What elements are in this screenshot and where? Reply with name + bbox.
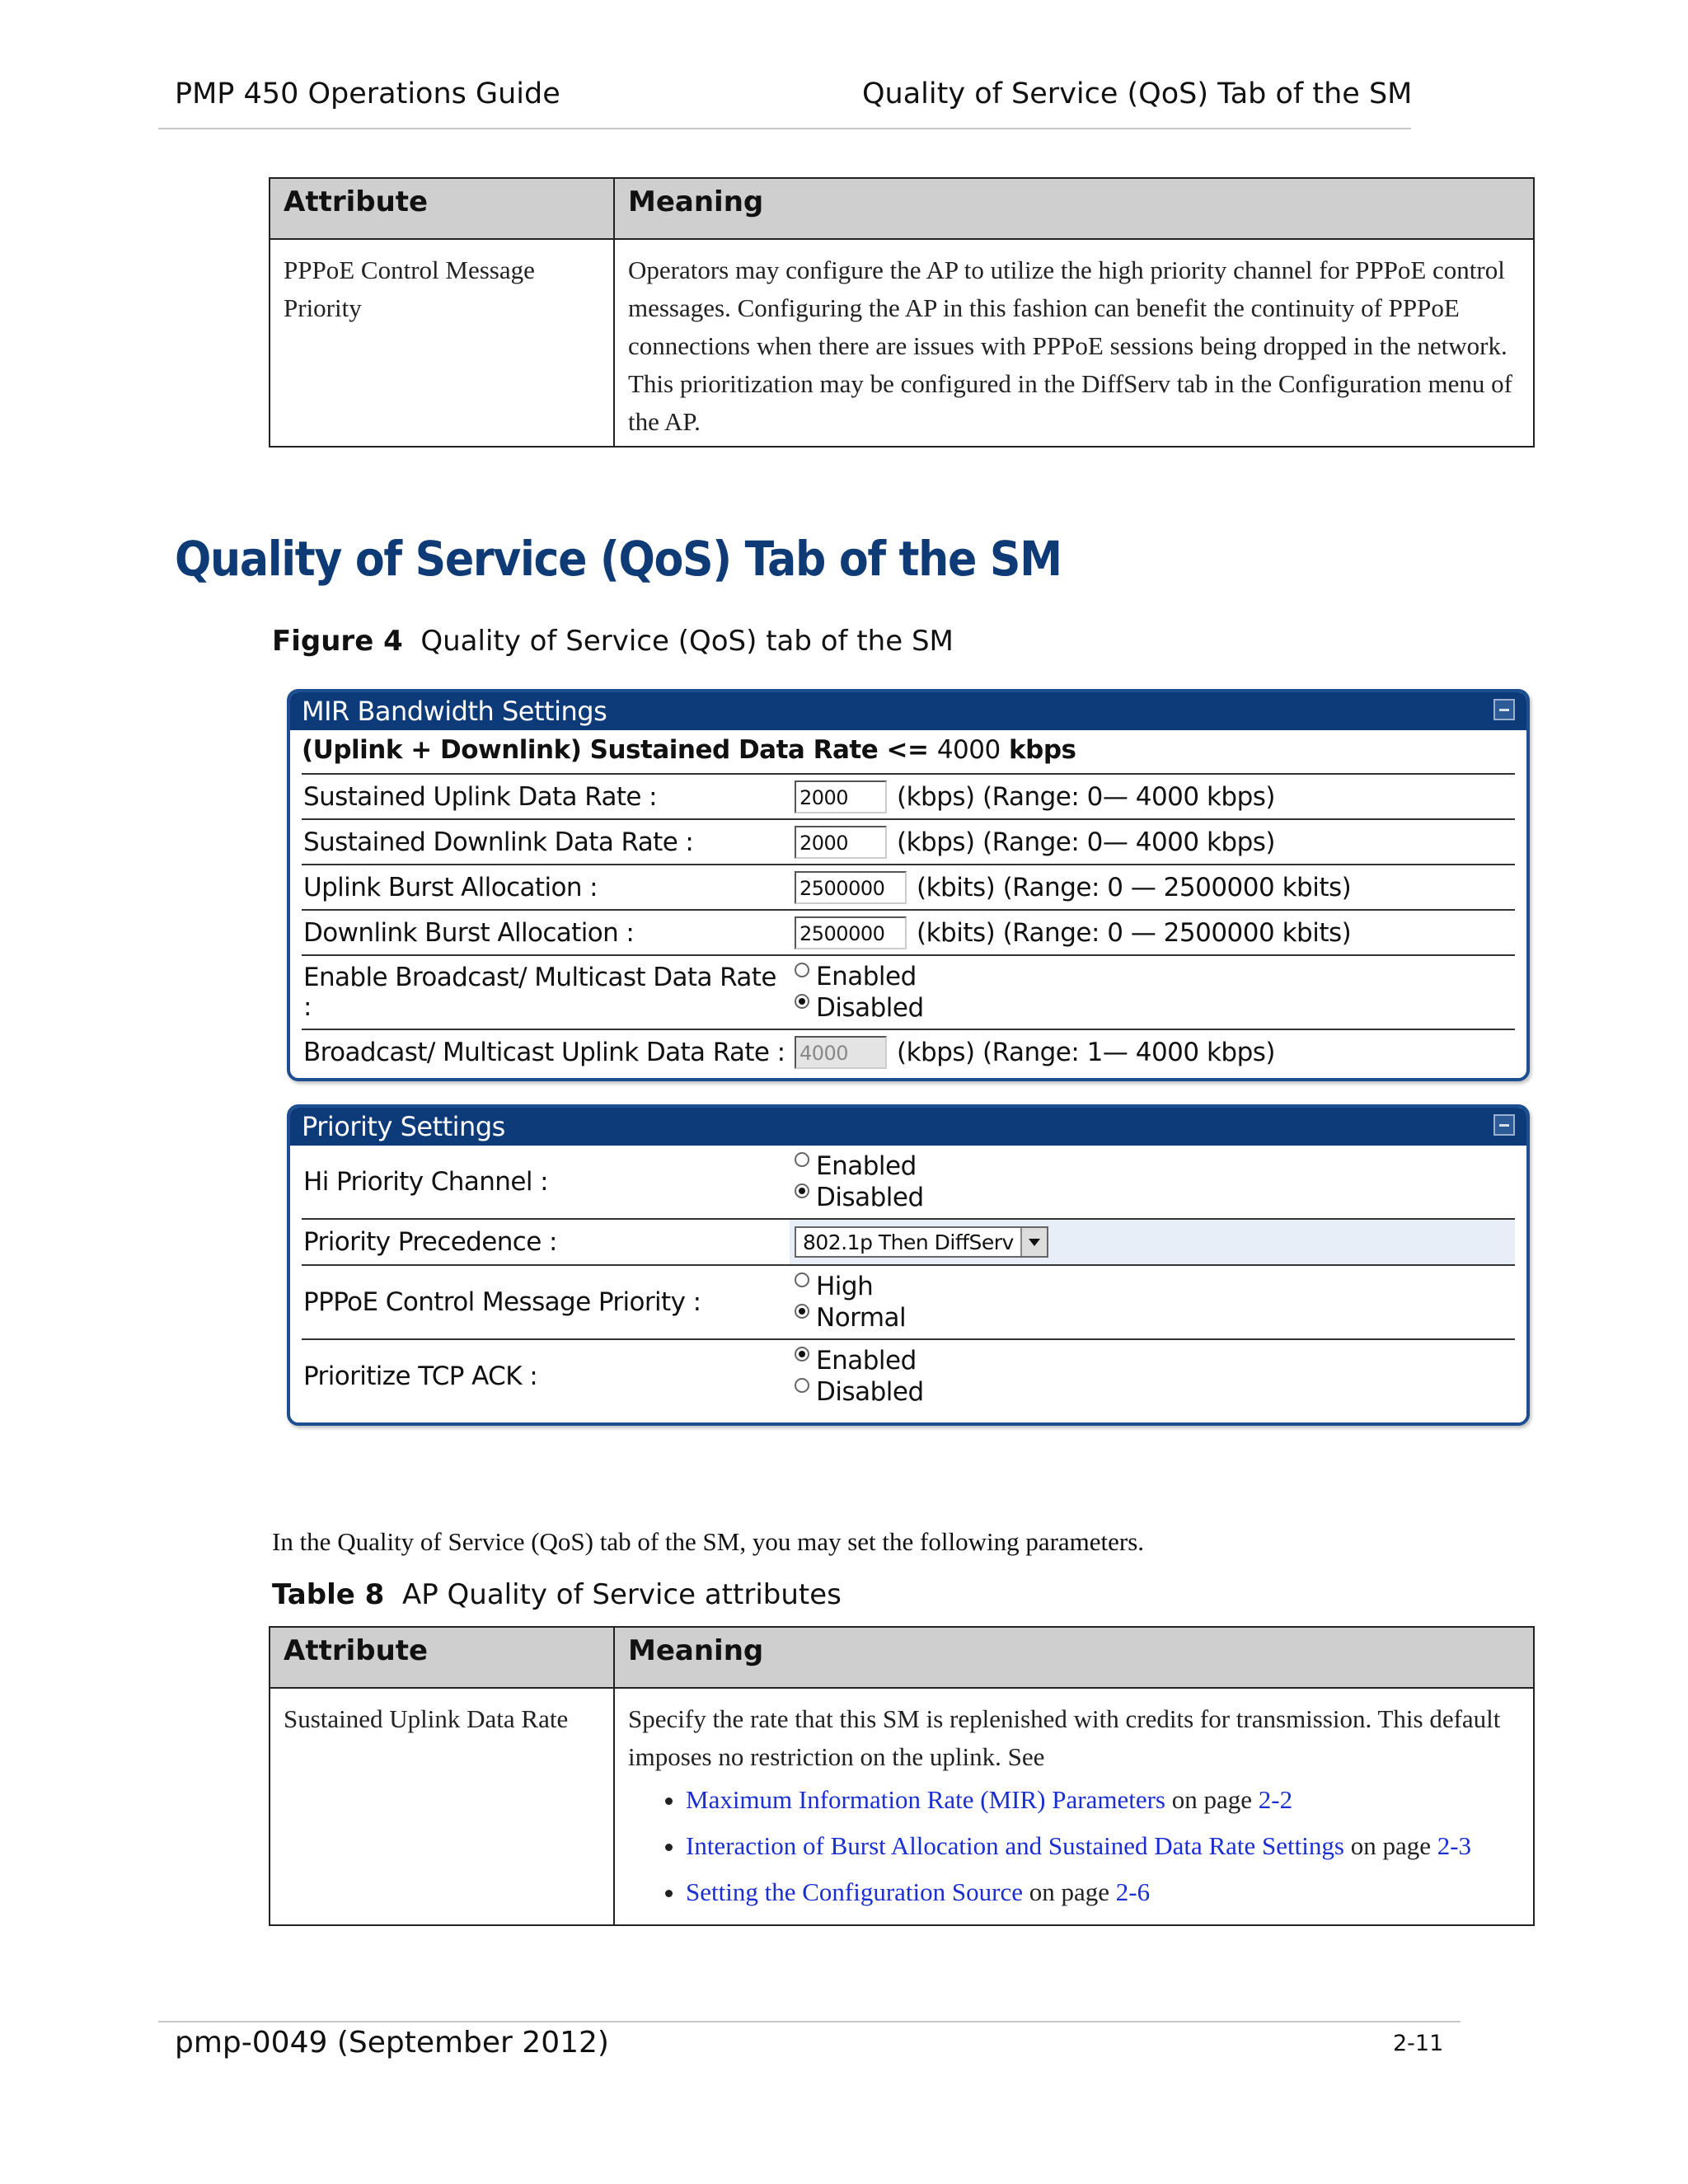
row-tcp-ack [302, 1340, 1515, 1413]
row-broadcast-rate [302, 1030, 1515, 1075]
broadcast-rate-input: 4000 [795, 1036, 887, 1069]
meaning-text: Specify the rate that this SM is replenished with credits for transmission. This default imposes no restriction on the uplink. See [628, 1704, 1501, 1771]
link-suffix: on page [1350, 1831, 1431, 1860]
list-item [686, 1827, 1520, 1865]
broadcast-enable-radio-group [795, 961, 924, 1024]
hint-broadcast-rate: (kbps) (Range: 1— 4000 kbps) [897, 1038, 1276, 1067]
hi-priority-radio-group [795, 1151, 924, 1213]
uplink-burst-input[interactable]: 2500000 [795, 871, 907, 904]
collapse-icon[interactable] [1493, 1114, 1515, 1136]
chevron-down-icon[interactable] [1020, 1228, 1047, 1256]
summary-prefix: (Uplink + Downlink) Sustained Data Rate <= [302, 735, 929, 765]
downlink-burst-input[interactable]: 2500000 [795, 916, 907, 949]
label-sustained-downlink: Sustained Downlink Data Rate : [303, 827, 694, 857]
option-label: Disabled [816, 1377, 924, 1407]
footer-doc-id: pmp-0049 (September 2012) [175, 2026, 609, 2060]
option-label: Disabled [816, 1183, 924, 1212]
label-sustained-uplink: Sustained Uplink Data Rate : [303, 781, 657, 812]
option-label: Enabled [816, 1151, 917, 1181]
meaning-cell [614, 1688, 1534, 1925]
figure-text: Quality of Service (QoS) tab of the SM [420, 625, 954, 658]
sustained-rate-summary [290, 730, 1526, 773]
label-priority-precedence: Priority Precedence : [303, 1227, 557, 1257]
tcp-ack-radio-group [795, 1345, 924, 1408]
broadcast-enabled-radio[interactable] [795, 963, 809, 977]
pppoe-priority-radio-group [795, 1271, 906, 1333]
option-label: Enabled [816, 962, 917, 991]
list-item [686, 1873, 1520, 1911]
column-header-attribute: Attribute [270, 1627, 614, 1688]
page-link[interactable]: 2-3 [1437, 1831, 1472, 1860]
link-mir-parameters[interactable]: Maximum Information Rate (MIR) Parameters [686, 1785, 1165, 1814]
page-link[interactable]: 2-2 [1258, 1785, 1293, 1814]
pppoe-normal-radio[interactable] [795, 1304, 809, 1319]
priority-settings-panel [287, 1104, 1530, 1426]
column-header-meaning: Meaning [614, 178, 1534, 239]
table-caption [272, 1578, 842, 1611]
link-burst-allocation[interactable]: Interaction of Burst Allocation and Sustained Data Rate Settings [686, 1831, 1344, 1860]
hi-priority-disabled-radio[interactable] [795, 1183, 809, 1198]
table-row [270, 239, 1534, 447]
row-hi-priority [302, 1146, 1515, 1220]
page-link[interactable]: 2-6 [1115, 1877, 1151, 1906]
mir-bandwidth-panel [287, 689, 1530, 1081]
link-suffix: on page [1171, 1785, 1252, 1814]
row-pppoe-priority [302, 1266, 1515, 1340]
priority-precedence-select[interactable] [795, 1226, 1048, 1258]
label-uplink-burst: Uplink Burst Allocation : [303, 872, 598, 902]
figure-caption [272, 625, 954, 658]
running-header-left: PMP 450 Operations Guide [175, 77, 560, 110]
link-configuration-source[interactable]: Setting the Configuration Source [686, 1877, 1023, 1906]
label-hi-priority: Hi Priority Channel : [303, 1167, 548, 1197]
hint-sustained-downlink: (kbps) (Range: 0— 4000 kbps) [897, 827, 1276, 857]
attribute-cell: PPPoE Control Message Priority [270, 239, 614, 447]
priority-panel-title: Priority Settings [302, 1111, 505, 1142]
label-pppoe-priority: PPPoE Control Message Priority : [303, 1287, 701, 1317]
attribute-table-top [269, 177, 1535, 448]
header-rule [158, 128, 1411, 129]
running-header-right: Quality of Service (QoS) Tab of the SM [862, 77, 1413, 110]
figure-label: Figure 4 [272, 625, 403, 658]
intro-paragraph: In the Quality of Service (QoS) tab of the SM, you may set the following parameters. [272, 1527, 1145, 1556]
table-label: Table 8 [272, 1578, 385, 1611]
select-value: 802.1p Then DiffServ [803, 1230, 1014, 1254]
collapse-icon[interactable] [1493, 699, 1515, 720]
reference-list [628, 1781, 1520, 1911]
hint-uplink-burst: (kbits) (Range: 0 — 2500000 kbits) [917, 872, 1352, 902]
summary-value: 4000 [936, 735, 1001, 765]
table-caption-text: AP Quality of Service attributes [401, 1578, 842, 1611]
row-sustained-downlink [302, 820, 1515, 865]
label-broadcast-rate: Broadcast/ Multicast Uplink Data Rate : [303, 1038, 785, 1067]
page-number: 2-11 [1393, 2031, 1444, 2056]
hi-priority-enabled-radio[interactable] [795, 1152, 809, 1167]
column-header-meaning: Meaning [614, 1627, 1534, 1688]
row-uplink-burst [302, 865, 1515, 911]
row-downlink-burst [302, 911, 1515, 956]
label-downlink-burst: Downlink Burst Allocation : [303, 917, 635, 948]
broadcast-disabled-radio[interactable] [795, 994, 809, 1009]
attribute-table-bottom [269, 1626, 1535, 1926]
pppoe-high-radio[interactable] [795, 1272, 809, 1287]
meaning-cell: Operators may configure the AP to utilize the high priority channel for PPPoE control messages. Configuring the AP in this fashion can benefit the continuity of PPPoE connections when there are issues with PPPoE sessions being dropped in the network. This prioritization may be configured in the DiffServ tab in the Configuration menu of the AP. [614, 239, 1534, 447]
attribute-cell: Sustained Uplink Data Rate [270, 1688, 614, 1925]
mir-panel-title: MIR Bandwidth Settings [302, 696, 607, 727]
hint-downlink-burst: (kbits) (Range: 0 — 2500000 kbits) [917, 917, 1352, 948]
tcp-ack-disabled-radio[interactable] [795, 1378, 809, 1393]
sustained-downlink-input[interactable]: 2000 [795, 826, 887, 859]
table-row [270, 1688, 1534, 1925]
tcp-ack-enabled-radio[interactable] [795, 1347, 809, 1361]
column-header-attribute: Attribute [270, 178, 614, 239]
priority-panel-header [290, 1108, 1526, 1146]
row-sustained-uplink [302, 775, 1515, 820]
row-broadcast-enable [302, 956, 1515, 1030]
sustained-uplink-input[interactable]: 2000 [795, 780, 887, 813]
link-suffix: on page [1029, 1877, 1109, 1906]
section-title: Quality of Service (QoS) Tab of the SM [175, 531, 1062, 587]
footer-rule [158, 2021, 1461, 2022]
mir-panel-header [290, 692, 1526, 730]
option-label: High [816, 1272, 874, 1301]
hint-sustained-uplink: (kbps) (Range: 0— 4000 kbps) [897, 781, 1276, 812]
option-label: Enabled [816, 1346, 917, 1376]
option-label: Disabled [816, 993, 924, 1023]
label-broadcast-enable: Enable Broadcast/ Multicast Data Rate : [303, 963, 776, 1022]
list-item [686, 1781, 1520, 1819]
option-label: Normal [816, 1303, 907, 1333]
label-tcp-ack: Prioritize TCP ACK : [303, 1361, 538, 1391]
summary-unit: kbps [1009, 735, 1076, 765]
row-priority-precedence [302, 1220, 1515, 1266]
